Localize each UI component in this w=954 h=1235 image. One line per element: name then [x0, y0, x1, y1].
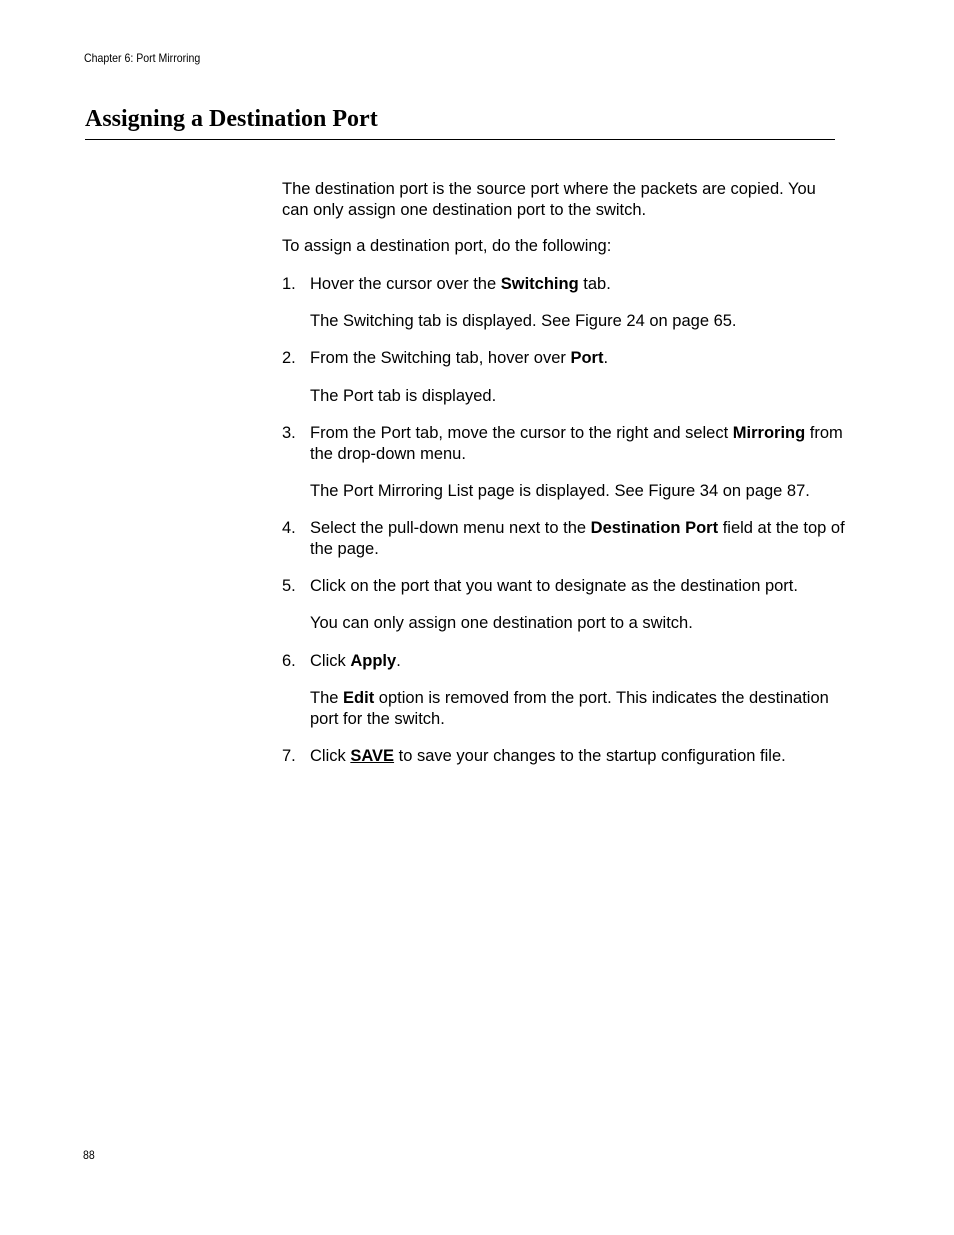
ui-term-edit: Edit	[343, 689, 375, 707]
section-title: Assigning a Destination Port	[85, 106, 378, 132]
step-number: 4.	[282, 519, 296, 537]
step-number: 1.	[282, 275, 296, 293]
ui-term-port: Port	[570, 349, 604, 367]
title-rule	[85, 139, 835, 140]
step-number: 2.	[282, 349, 296, 367]
save-link[interactable]: SAVE	[350, 747, 395, 765]
step-text-part: Select the pull-down menu next to the	[310, 519, 591, 537]
step-7	[282, 746, 847, 767]
step-number: 5.	[282, 577, 296, 595]
step-text	[310, 423, 847, 464]
step-text-part: From the Port tab, move the cursor to the right and select	[310, 424, 733, 442]
step-text	[310, 651, 847, 672]
page-number: 88	[83, 1148, 95, 1162]
step-3	[282, 423, 847, 464]
step-2-result: The Port tab is displayed.	[310, 387, 497, 405]
step-number: 3.	[282, 424, 296, 442]
step-5-result: You can only assign one destination port to a switch.	[310, 614, 693, 632]
intro-paragraph	[282, 179, 847, 220]
step-text-part: .	[396, 652, 401, 670]
step-6-result	[310, 688, 847, 729]
ui-term-destination-port: Destination Port	[590, 519, 719, 537]
step-number: 6.	[282, 652, 296, 670]
step-text-part: Click	[310, 747, 351, 765]
ui-term-apply: Apply	[350, 652, 397, 670]
step-text-part: Hover the cursor over the	[310, 275, 501, 293]
ui-term-mirroring: Mirroring	[732, 424, 806, 442]
step-text-part: .	[603, 349, 609, 367]
step-2	[282, 348, 847, 369]
step-4	[282, 518, 847, 559]
step-text	[310, 746, 847, 767]
step-text	[310, 518, 847, 559]
step-1-result: The Switching tab is displayed. See Figure 24 on page 65.	[310, 312, 737, 330]
step-5	[282, 576, 847, 597]
step-text	[310, 348, 847, 369]
step-number: 7.	[282, 747, 296, 765]
intro-text: The destination port is the source port where the packets are copied. You can only assign one destination port to the switch.	[282, 180, 816, 219]
lead-in-text: To assign a destination port, do the following:	[282, 237, 612, 255]
running-header: Chapter 6: Port Mirroring	[84, 51, 201, 65]
step-text-part: field at the top of the page.	[310, 519, 845, 558]
step-3-result: The Port Mirroring List page is displayed. See Figure 34 on page 87.	[310, 482, 810, 500]
ui-term-switching: Switching	[500, 275, 579, 293]
intro-lead-in	[282, 236, 847, 257]
step-text	[310, 274, 847, 295]
step-text: Click on the port that you want to designate as the destination port.	[310, 577, 798, 595]
result-text-part: The	[310, 689, 344, 707]
step-1	[282, 274, 847, 295]
result-text-part: option is removed from the port. This indicates the destination port for the switch.	[310, 689, 829, 728]
step-text-part: to save your changes to the startup configuration file.	[394, 747, 786, 765]
step-text-part: From the Switching tab, hover over	[310, 349, 571, 367]
step-text-part: tab.	[578, 275, 611, 293]
step-6	[282, 651, 847, 672]
step-text-part: from the drop-down menu.	[310, 424, 843, 463]
step-text-part: Click	[310, 652, 351, 670]
